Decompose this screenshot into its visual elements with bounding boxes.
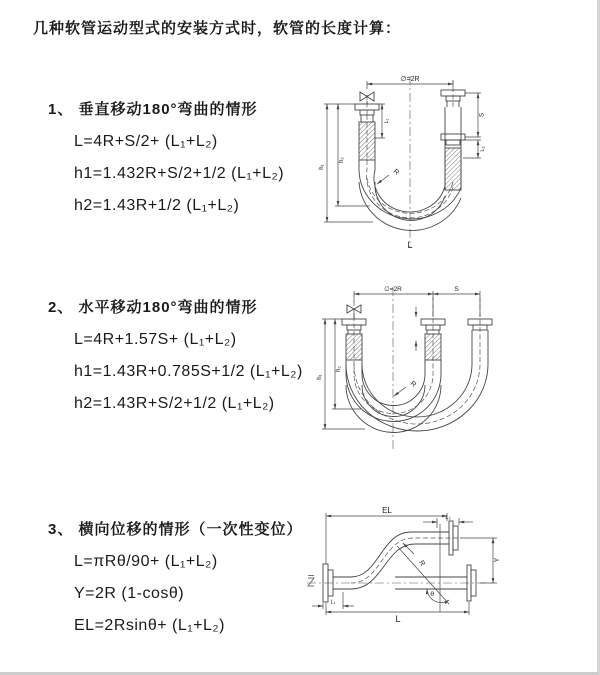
dimension-l1 xyxy=(375,104,390,138)
radius-callout xyxy=(377,168,400,184)
dimension-diameter xyxy=(367,76,453,89)
centerlines xyxy=(354,287,480,449)
dimension-y xyxy=(460,538,501,583)
section-3-formula-EL: EL=2Rsinθ+ (L₁+L₂) xyxy=(74,617,225,634)
dimension-l2 xyxy=(463,140,486,158)
hose-body-wide xyxy=(346,364,488,431)
right-braid xyxy=(445,148,461,190)
radius-callout xyxy=(403,543,426,567)
radius-label: R xyxy=(417,559,426,568)
dim-label-s: S xyxy=(478,112,486,118)
length-label: L xyxy=(407,240,413,250)
radius-callout xyxy=(394,380,417,396)
dim-label-h2: h₂ xyxy=(336,366,342,372)
dim-label-h1: h₁ xyxy=(317,374,323,380)
dimension-l xyxy=(326,599,469,624)
diagram-vertical-180-bend xyxy=(315,70,585,255)
section-2-formula-L: L=4R+1.57S+ (L₁+L₂) xyxy=(74,331,237,348)
angle-label: θ xyxy=(430,591,434,598)
dim-label-y: Y xyxy=(494,557,501,563)
dimension-s xyxy=(433,286,480,294)
radius-label: R xyxy=(391,168,401,177)
left-fitting xyxy=(342,319,366,360)
radius-label: R xyxy=(408,380,418,389)
section-1 xyxy=(48,101,284,229)
section-3-heading: 3、 横向位移的情形（一次性变位） xyxy=(48,521,303,538)
hose-body-deep xyxy=(346,360,441,433)
page-title: 几种软管运动型式的安装方式时，软管的长度计算： xyxy=(33,20,402,37)
centerline-break-mark xyxy=(308,576,314,587)
dim-label-l2: L₂ xyxy=(445,515,451,521)
section-2-formula-h1: h1=1.43R+0.785S+1/2 (L₁+L₂) xyxy=(74,363,303,380)
left-braid xyxy=(346,334,362,360)
dim-label-l1: L₁ xyxy=(384,118,390,124)
dimension-diameter xyxy=(354,286,480,317)
section-1-formula-h2: h2=1.43R+1/2 (L₁+L₂) xyxy=(74,197,240,214)
section-2-formula-h2: h2=1.43R+S/2+1/2 (L₁+L₂) xyxy=(74,395,275,412)
dim-label-l: L xyxy=(395,614,401,624)
construction-lines xyxy=(397,524,449,612)
section-3-formula-Y: Y=2R (1-cosθ) xyxy=(74,585,185,602)
dimension-h2 xyxy=(332,319,361,409)
section-3-formula-L: L=πRθ/90+ (L₁+L₂) xyxy=(74,553,218,570)
dimension-l2 xyxy=(423,515,473,528)
dimension-el xyxy=(326,506,447,564)
centerlines xyxy=(307,538,489,583)
middle-braid xyxy=(425,334,441,360)
dim-label-l1: L₁ xyxy=(330,599,336,606)
dim-label-diameter: ∅=2R xyxy=(400,76,420,83)
dimension-s xyxy=(465,93,486,137)
section-1-heading: 1、 垂直移动180°弯曲的情形 xyxy=(48,101,258,118)
section-2-heading: 2、 水平移动180°弯曲的情形 xyxy=(48,299,258,316)
dim-label-h2: h₂ xyxy=(339,157,345,163)
dim-label-el: EL xyxy=(382,506,392,515)
dim-label-h1: h₁ xyxy=(319,164,325,170)
hose-body xyxy=(351,532,449,589)
left-braid xyxy=(359,122,375,160)
section-1-formula-h1: h1=1.432R+S/2+1/2 (L₁+L₂) xyxy=(74,165,285,182)
diagram-lateral-displacement xyxy=(297,502,595,647)
middle-fitting xyxy=(421,319,445,360)
diagram-horizontal-180-bend xyxy=(313,279,585,459)
dim-label-diameter: ∅=2R xyxy=(384,286,402,293)
section-1-formula-L: L=4R+S/2+ (L₁+L₂) xyxy=(74,133,218,150)
dim-label-l2: L₂ xyxy=(480,146,486,152)
section-2 xyxy=(48,299,303,427)
section-3 xyxy=(48,521,303,649)
dim-label-s: S xyxy=(454,286,459,293)
